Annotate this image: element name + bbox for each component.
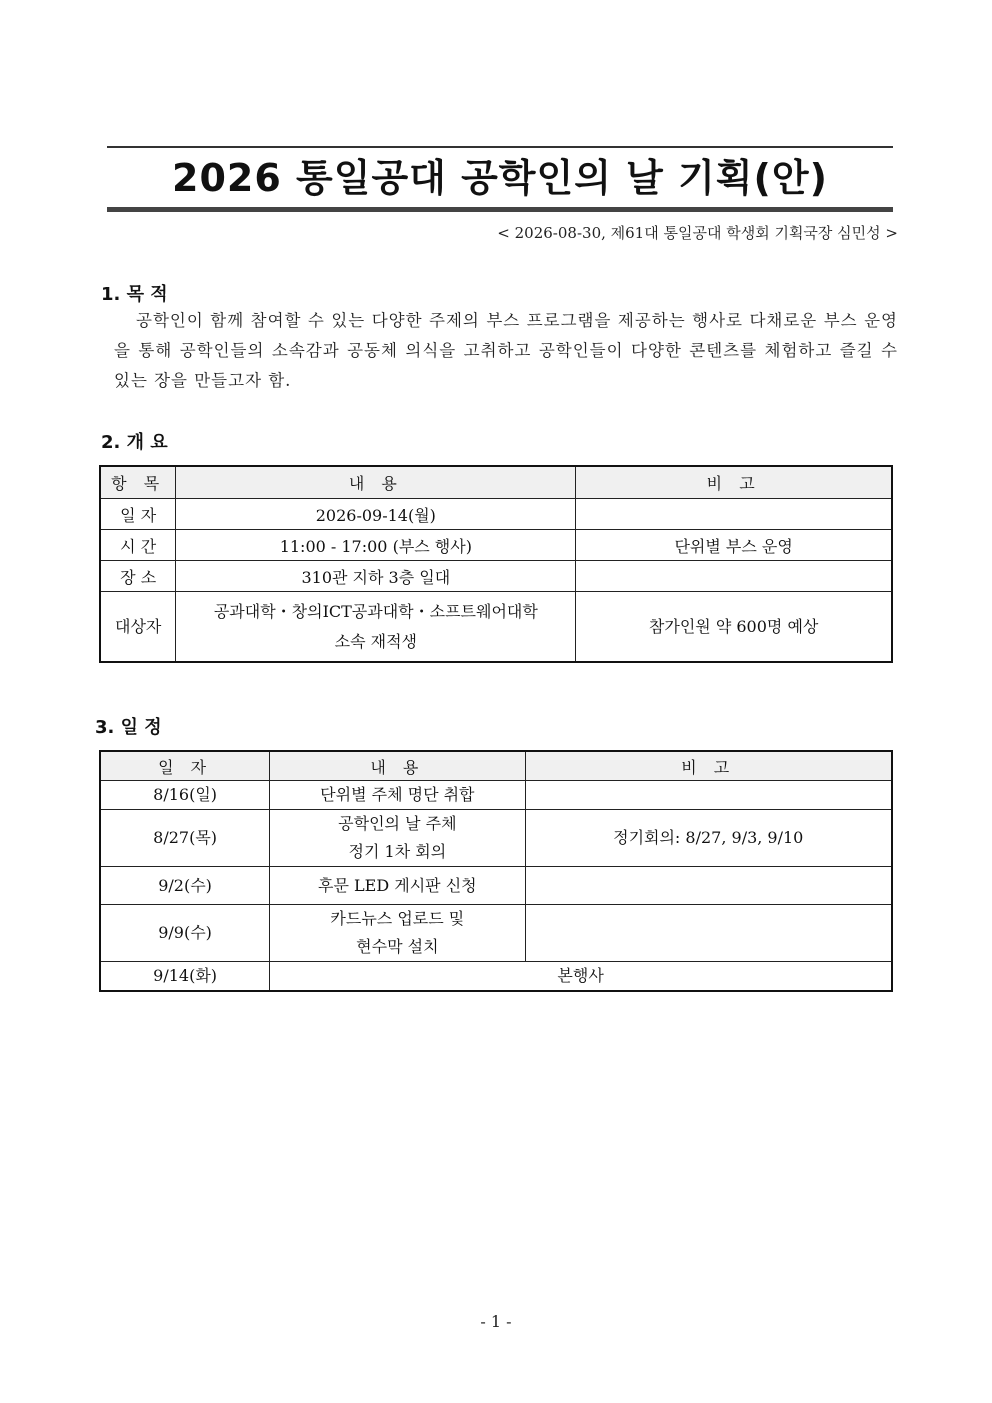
row-date: 8/16(일) [100, 781, 270, 810]
row-content: 310관 지하 3층 일대 [176, 561, 576, 592]
row-content-line2: 소속 재적생 [334, 631, 418, 651]
row-content [270, 905, 525, 962]
row-content-line2: 정기 1차 회의 [348, 842, 447, 861]
row-content-line1: 공과대학・창의ICT공과대학・소프트웨어대학 [213, 601, 538, 621]
row-note [525, 867, 892, 905]
row-content: 2026-09-14(월) [176, 499, 576, 530]
table-row [100, 867, 892, 905]
row-note: 참가인원 약 600명 예상 [576, 592, 892, 663]
section-overview-heading: 2. 개 요 [101, 432, 168, 453]
header-content: 내 용 [176, 466, 576, 499]
row-content-line2: 현수막 설치 [356, 937, 439, 956]
row-date: 8/27(목) [100, 810, 270, 867]
row-content-line1: 카드뉴스 업로드 및 [330, 909, 465, 928]
table-row [100, 499, 892, 530]
overview-table [99, 465, 893, 663]
header-note: 비 고 [576, 466, 892, 499]
row-item: 장 소 [100, 561, 176, 592]
row-note: 정기회의: 8/27, 9/3, 9/10 [525, 810, 892, 867]
row-content: 본행사 [270, 962, 892, 992]
table-row [100, 592, 892, 663]
header-note: 비 고 [525, 751, 892, 781]
table-row [100, 530, 892, 561]
document-title: 2026 통일공대 공학인의 날 기획(안) [172, 156, 828, 200]
row-date: 9/9(수) [100, 905, 270, 962]
row-date: 9/14(화) [100, 962, 270, 992]
title-top-rule [107, 146, 893, 148]
table-header-row [100, 466, 892, 499]
page-number: - 1 - [480, 1312, 512, 1331]
table-header-row [100, 751, 892, 781]
document-subtitle: < 2026-08-30, 제61대 통일공대 학생회 기획국장 심민성 > [497, 224, 898, 242]
row-note [576, 561, 892, 592]
section-schedule-heading: 3. 일 정 [95, 717, 162, 738]
title-bottom-rule [107, 207, 893, 212]
table-row [100, 810, 892, 867]
row-content: 11:00 - 17:00 (부스 행사) [176, 530, 576, 561]
row-content: 후문 LED 게시판 신청 [270, 867, 525, 905]
row-note [525, 905, 892, 962]
header-date: 일 자 [100, 751, 270, 781]
table-row [100, 905, 892, 962]
table-row [100, 962, 892, 992]
row-content: 단위별 주체 명단 취합 [270, 781, 525, 810]
table-row [100, 561, 892, 592]
header-content: 내 용 [270, 751, 525, 781]
row-item: 대상자 [100, 592, 176, 663]
row-note [576, 499, 892, 530]
row-content-line1: 공학인의 날 주체 [338, 814, 457, 833]
row-content [176, 592, 576, 663]
row-content [270, 810, 525, 867]
schedule-table [99, 750, 893, 992]
row-note [525, 781, 892, 810]
section-purpose-heading: 1. 목 적 [101, 284, 168, 305]
row-item: 시 간 [100, 530, 176, 561]
table-row [100, 781, 892, 810]
section-purpose-text: 공학인이 함께 참여할 수 있는 다양한 주제의 부스 프로그램을 제공하는 행사로 다채로운 부스 운영을 통해 공학인들의 소속감과 공동체 의식을 고취하고 공학인들이 다양한 콘텐츠를 체험하고 즐길 수 있는 장을 만들고자 함. [114, 311, 898, 390]
header-item: 항 목 [100, 466, 176, 499]
row-note: 단위별 부스 운영 [576, 530, 892, 561]
row-date: 9/2(수) [100, 867, 270, 905]
row-item: 일 자 [100, 499, 176, 530]
